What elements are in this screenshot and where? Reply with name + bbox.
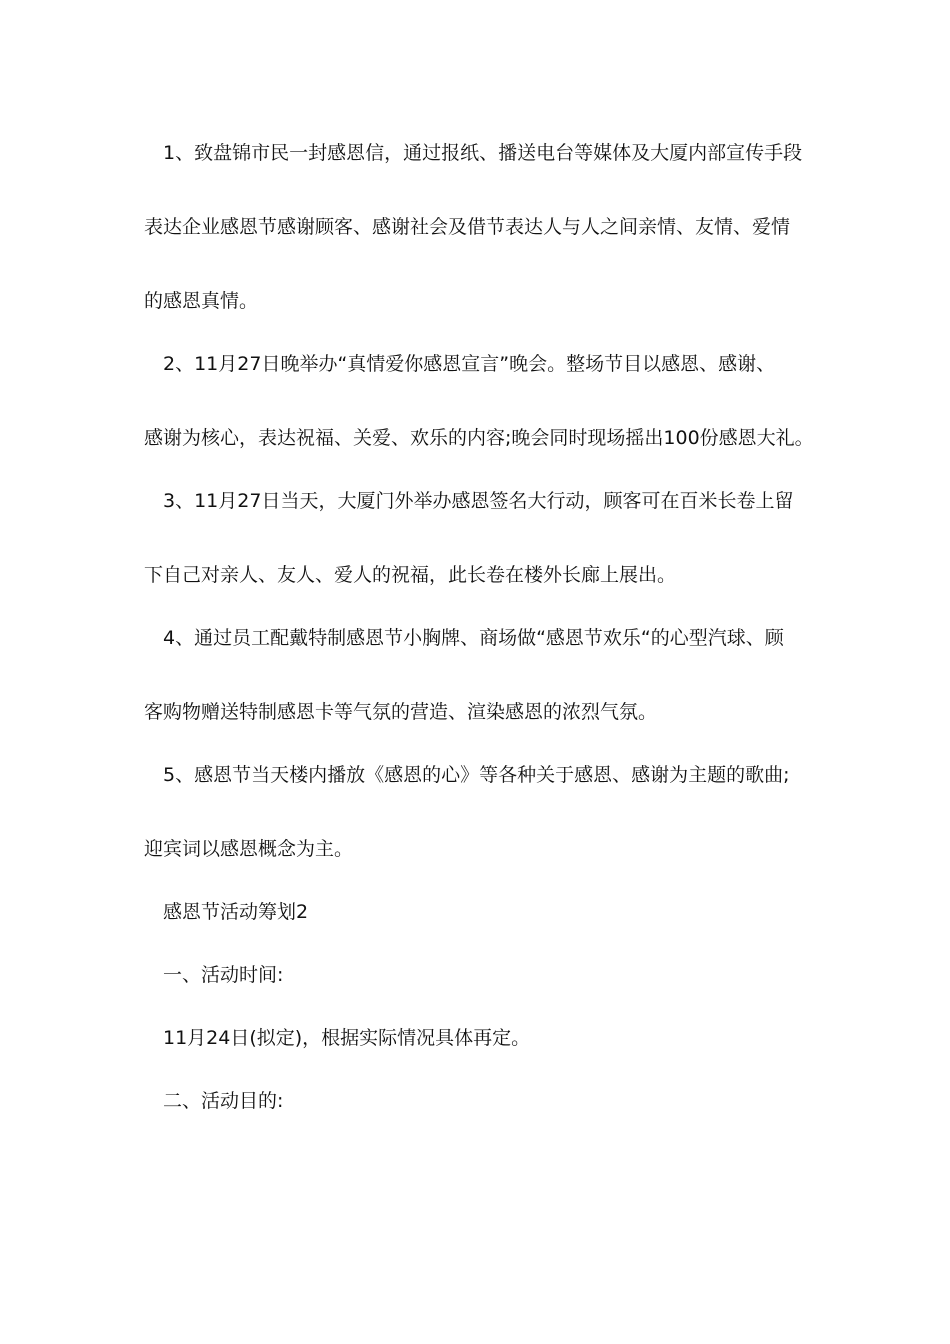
heading-activity-purpose: 二、活动目的:	[163, 1090, 284, 1112]
section-title: 感恩节活动筹划2	[163, 901, 309, 923]
item-1-line-2: 表达企业感恩节感谢顾客、感谢社会及借节表达人与人之间亲情、友情、爱情	[144, 216, 791, 238]
heading-activity-time: 一、活动时间:	[163, 964, 284, 986]
item-3-line-2: 下自己对亲人、友人、爱人的祝福，此长卷在楼外长廊上展出。	[144, 564, 677, 586]
item-3-line-1: 3、11月27日当天，大厦门外举办感恩签名大行动，顾客可在百米长卷上留	[163, 490, 794, 512]
item-2-line-1: 2、11月27日晚举办“真情爱你感恩宣言”晚会。整场节目以感恩、感谢、	[163, 353, 776, 375]
activity-time-text: 11月24日(拟定)，根据实际情况具体再定。	[163, 1027, 531, 1049]
item-2-line-2: 感谢为核心，表达祝福、关爱、欢乐的内容;晚会同时现场摇出100份感恩大礼。	[144, 427, 814, 449]
item-5-line-2: 迎宾词以感恩概念为主。	[144, 838, 354, 860]
item-1-line-1: 1、致盘锦市民一封感恩信，通过报纸、播送电台等媒体及大厦内部宣传手段	[163, 142, 803, 164]
item-5-line-1: 5、感恩节当天楼内播放《感恩的心》等各种关于感恩、感谢为主题的歌曲;	[163, 764, 790, 786]
item-1-line-3: 的感恩真情。	[144, 290, 259, 312]
item-4-line-2: 客购物赠送特制感恩卡等气氛的营造、渲染感恩的浓烈气氛。	[144, 701, 658, 723]
item-4-line-1: 4、通过员工配戴特制感恩节小胸牌、商场做“感恩节欢乐“的心型汽球、顾	[163, 627, 784, 649]
